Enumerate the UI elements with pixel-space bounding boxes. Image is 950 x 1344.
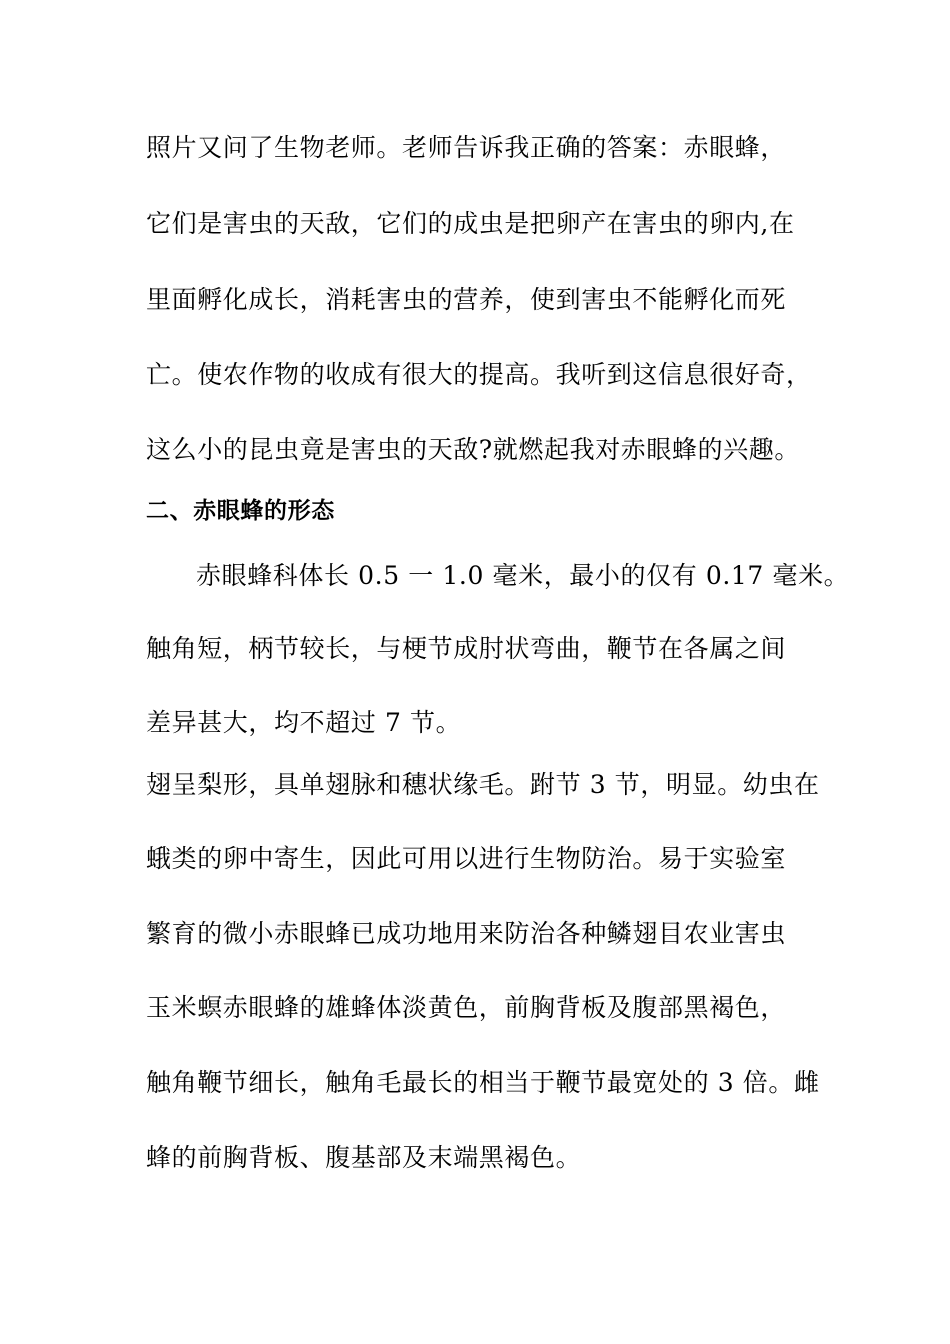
section-heading: 二、赤眼蜂的形态	[146, 498, 335, 524]
paragraph-2-line-3: 差异甚大，均不超过 7 节。	[146, 708, 462, 737]
paragraph-3-line-4: 玉米螟赤眼蜂的雄蜂体淡黄色，前胸背板及腹部黑褐色，	[146, 993, 787, 1022]
paragraph-2-line-2: 触角短，柄节较长，与梗节成肘状弯曲，鞭节在各属之间	[146, 634, 787, 663]
paragraph-3-line-5: 触角鞭节细长，触角毛最长的相当于鞭节最宽处的 3 倍。雌	[146, 1068, 820, 1097]
paragraph-1-line-4: 亡。使农作物的收成有很大的提高。我听到这信息很好奇，	[146, 360, 812, 389]
paragraph-3-line-2: 蛾类的卵中寄生，因此可用以进行生物防治。易于实验室	[146, 844, 787, 873]
paragraph-3-line-6: 蜂的前胸背板、腹基部及末端黑褐色。	[146, 1143, 582, 1172]
paragraph-1-line-2: 它们是害虫的天敌，它们的成虫是把卵产在害虫的卵内,在	[146, 209, 795, 238]
paragraph-1-line-3: 里面孵化成长，消耗害虫的营养，使到害虫不能孵化而死	[146, 285, 787, 314]
paragraph-1-line-5: 这么小的昆虫竟是害虫的天敌?就燃起我对赤眼蜂的兴趣。	[146, 435, 801, 464]
paragraph-1-line-1: 照片又问了生物老师。老师告诉我正确的答案：赤眼蜂，	[146, 133, 787, 162]
paragraph-3-line-1: 翅呈梨形，具单翅脉和穗状缘毛。跗节 3 节，明显。幼虫在	[146, 770, 820, 799]
paragraph-2-line-1: 赤眼蜂科体长 0.5 一 1.0 毫米，最小的仅有 0.17 毫米。	[196, 561, 850, 590]
paragraph-3-line-3: 繁育的微小赤眼蜂已成功地用来防治各种鳞翅目农业害虫	[146, 919, 787, 948]
